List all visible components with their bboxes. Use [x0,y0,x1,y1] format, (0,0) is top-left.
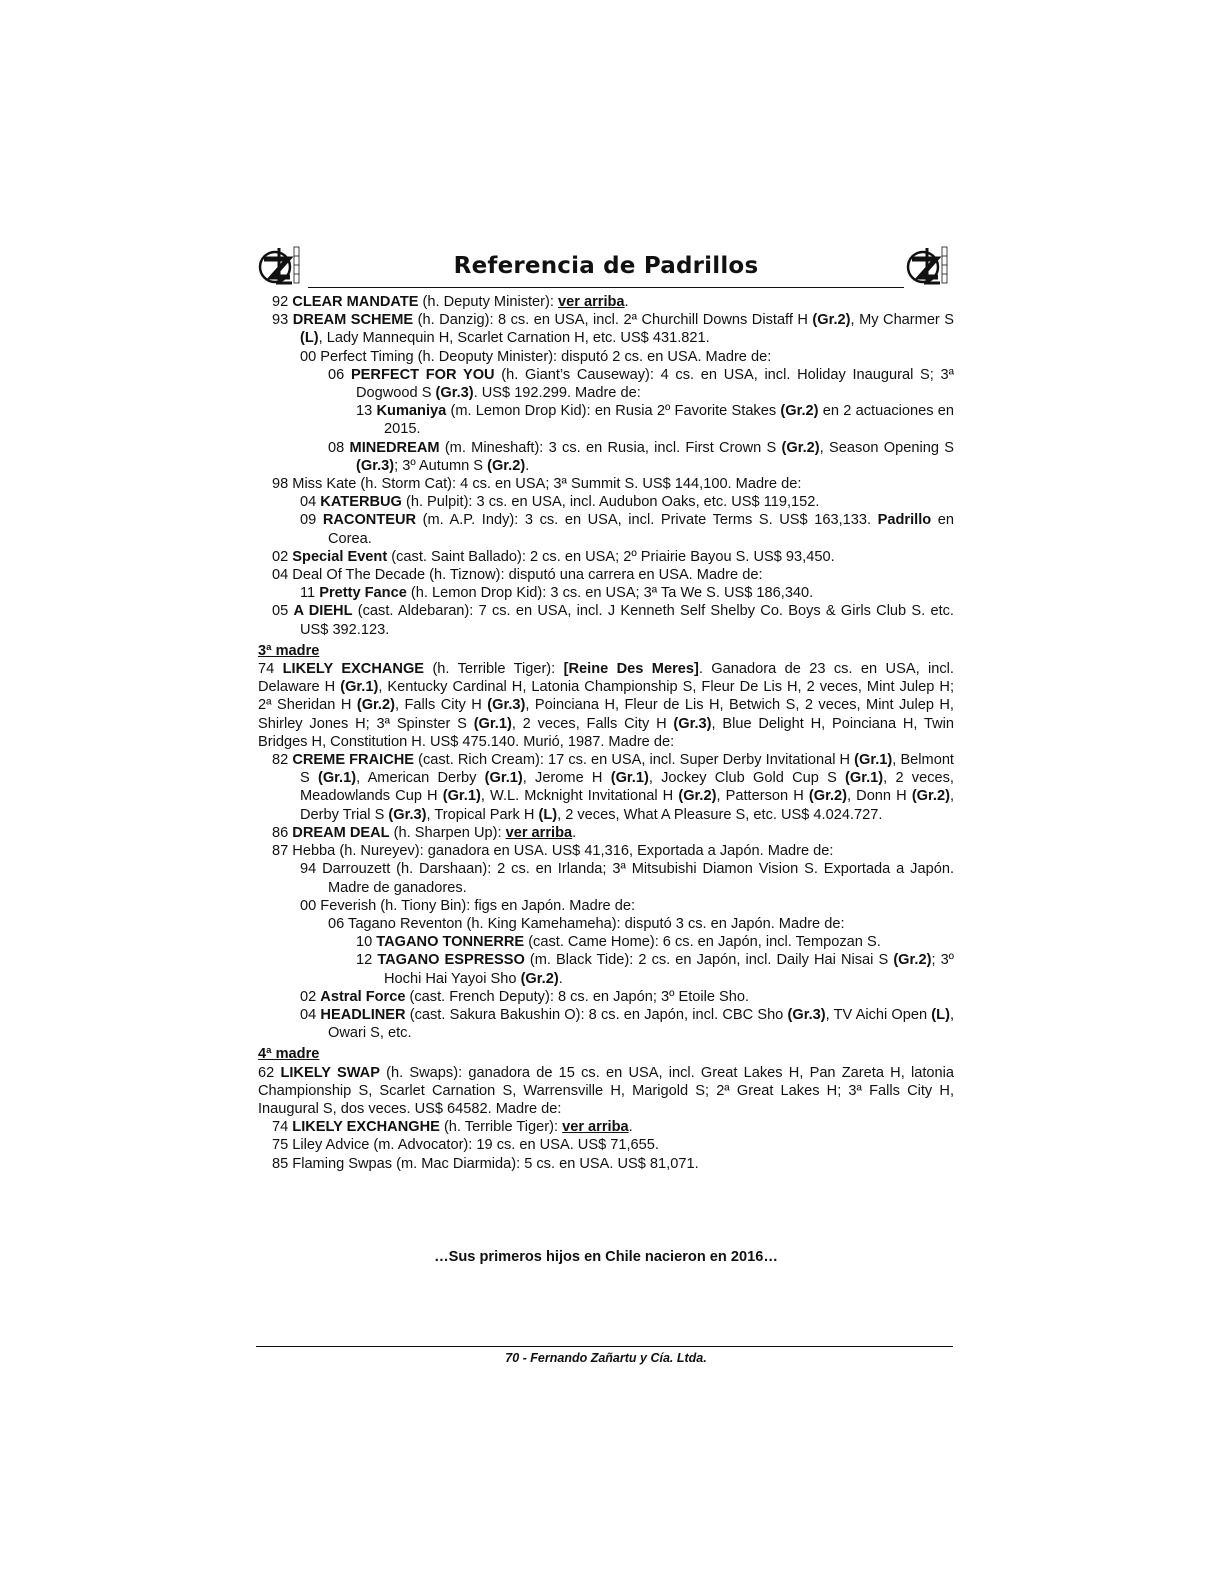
text-run: , Jockey Club Gold Cup S [648,770,846,787]
bold-text: (Gr.1) [340,679,379,696]
text-run: . [628,1119,633,1136]
text-run: . Ganadora de 23 cs. en USA, incl. Delaware H [258,661,954,696]
bold-text: (Gr.3) [487,697,526,714]
text-run: 82 [272,752,293,769]
bold-text: (Gr.2) [520,970,559,987]
text-run: , Donn H [846,788,912,805]
text-run: , Patterson H [716,788,809,805]
cross-reference: ver arriba [558,294,625,310]
produce-entry [258,566,954,584]
bold-text: [Reine Des Meres] [563,661,699,678]
text-run: (h. Deputy Minister): [418,294,558,310]
produce-entry [258,1118,954,1136]
bold-text: LIKELY EXCHANGHE [292,1119,440,1136]
text-run: 10 [356,934,377,951]
text-run: (m. A.P. Indy): 3 cs. en USA, incl. Private Terms S. US$ 163,133. [416,512,878,529]
bold-text: (Gr.2) [780,403,819,420]
produce-entry [258,1155,954,1173]
bold-text: (Gr.3) [356,457,395,474]
page-footer: 70 - Fernando Zañartu y Cía. Ltda. [505,1351,707,1365]
page-title: Referencia de Padrillos [453,253,759,279]
produce-entry [258,1136,954,1154]
produce-entry [258,860,954,896]
text-run: , Tropical Park H [426,806,539,823]
text-run: (cast. Sakura Bakushin O): 8 cs. en Japón, incl. CBC Sho [405,1006,788,1023]
bold-text: KATERBUG [320,494,402,511]
closing-note: …Sus primeros hijos en Chile nacieron en 2016… [434,1249,778,1265]
text-run: , 2 veces, Meadowlands Cup H [300,770,954,805]
text-run: (h. Giant’s Causeway): 4 cs. en USA, incl. Holiday Inaugural S; 3ª Dogwood S [356,366,954,402]
text-run: 06 Tagano Reventon (h. King Kamehameha): disputó 3 cs. en Japón. Madre de: [328,915,845,932]
produce-entry [258,933,954,951]
bold-text: Special Event [292,548,388,565]
bold-text: TAGANO TONNERRE [376,934,525,951]
produce-entry [258,348,954,366]
text-run: 4ª madre [258,1046,320,1063]
text-run: (h. Terrible Tiger): [439,1119,563,1136]
text-run: 09 [300,512,323,529]
text-run: (h. Terrible Tiger): [424,661,564,678]
text-run: 74 [258,661,283,678]
text-run: 11 [300,585,320,602]
text-run: (h. Pulpit): 3 cs. en USA, incl. Audubon Oaks, etc. US$ 119,152. [401,494,820,511]
text-run: 75 Liley Advice (m. Advocator): 19 cs. en USA. US$ 71,655. [272,1137,659,1154]
bold-text: (Gr.1) [845,770,884,787]
bold-text: (Gr.2) [781,439,820,456]
text-run: (m. Lemon Drop Kid): en Rusia 2º Favorite Stakes [446,403,781,420]
text-run: , Falls City H [394,697,488,714]
text-run: 13 [356,403,377,420]
produce-entry [258,475,954,493]
bold-text: (Gr.2) [678,788,717,805]
bold-text: CLEAR MANDATE [292,294,419,310]
text-run: . [624,294,629,310]
produce-entry [258,293,954,311]
bold-text: (Gr.1) [484,770,523,787]
produce-entry [258,548,954,566]
fz-logo-icon [906,243,954,289]
text-run: en 2 actuaciones en 2015. [384,403,955,438]
footer-rule [256,1346,953,1347]
page-header [258,243,954,291]
produce-entry [258,584,954,602]
fz-logo-icon [258,243,306,289]
bold-text: (Gr.2) [893,952,932,969]
produce-entry [258,1006,954,1042]
text-run: , Poinciana H, Fleur de Lis H, Betwich S, 2 veces, Mint Julep H, Shirley Jones H; 3ª Spinster S [258,697,954,732]
produce-entry [258,511,954,547]
text-run: , Jerome H [522,770,611,787]
bold-text: Pretty Fance [319,585,407,602]
bold-text: (L) [538,806,558,823]
produce-entry [258,439,954,475]
produce-entry [258,824,954,842]
text-run: , Owari S, etc. [328,1006,954,1042]
text-run: . [572,824,577,841]
text-run: , 2 veces, What A Pleasure S, etc. US$ 4.024.727. [557,806,883,823]
produce-entry [258,751,954,824]
produce-entry [258,842,954,860]
text-run: , Blue Delight H, Poinciana H, Twin Bridges H, Constitution H. US$ 475.140. Murió, 1987. Madre de: [258,715,954,750]
text-run: ; 3º Autumn S [394,457,488,474]
bold-text: A DIEHL [293,603,353,620]
produce-entry [258,897,954,915]
bold-text: (Gr.1) [473,715,512,732]
text-run: , Belmont S [300,752,954,787]
text-run: (h. Lemon Drop Kid): 3 cs. en USA; 3ª Ta We S. US$ 186,340. [406,585,814,602]
bold-text: DREAM SCHEME [292,312,414,329]
text-run: 02 [300,988,321,1005]
produce-entry [258,951,954,987]
text-run: 02 [272,548,293,565]
bold-text: (L) [300,330,319,347]
text-run: ; 3º Hochi Hai Yayoi Sho [384,952,955,987]
produce-entry [258,402,954,438]
bold-text: (Gr.2) [911,788,950,805]
bold-text: (Gr.3) [435,385,474,402]
text-run: 98 Miss Kate (h. Storm Cat): 4 cs. en USA; 3ª Summit S. US$ 144,100. Madre de: [272,476,802,493]
text-run: (h. Swaps): ganadora de 15 cs. en USA, incl. Great Lakes H, Pan Zareta H, latonia Championship S, Scarlet Carnation S, Warrensville H, Marigold S; 2ª Great Lakes H; 3ª Falls City H, Inaugural S, dos veces. US$ 64582. Madre de: [258,1064,954,1117]
bold-text: (Gr.3) [673,715,712,732]
bold-text: (L) [931,1006,950,1023]
text-run: (m. Black Tide): 2 cs. en Japón, incl. Daily Hai Nisai S [524,952,894,969]
text-run: 12 [356,952,378,969]
text-run: , Season Opening S [819,439,954,456]
bold-text: Padrillo [877,512,932,529]
bold-text: Kumaniya [376,403,447,420]
text-run: , My Charmer S [850,312,955,329]
text-run: , Derby Trial S [300,788,954,823]
text-run: (cast. Rich Cream): 17 cs. en USA, incl. Super Derby Invitational H [414,752,855,769]
bold-text: (Gr.2) [808,788,847,805]
text-run: , TV Aichi Open [825,1006,932,1023]
bold-text: (Gr.1) [854,752,893,769]
bold-text: (Gr.3) [787,1006,826,1023]
bold-text: (Gr.2) [812,312,851,329]
bold-text: (Gr.2) [356,697,395,714]
text-run: , W.L. Mcknight Invitational H [480,788,679,805]
produce-entry [258,915,954,933]
text-run: 06 [328,366,351,383]
text-run: , Kentucky Cardinal H, Latonia Championship S, Fleur De Lis H, 2 veces, Mint Julep H; 2ª Sheridan H [258,679,954,714]
text-run: 08 [328,439,350,456]
bold-text: PERFECT FOR YOU [350,366,495,383]
bold-text: LIKELY SWAP [280,1064,380,1081]
bold-text: DREAM DEAL [292,824,390,841]
section-heading [258,1045,954,1063]
text-run: (cast. Came Home): 6 cs. en Japón, incl. Tempozan S. [524,934,881,951]
bold-text: (Gr.3) [388,806,427,823]
text-run: 04 [300,494,321,511]
text-run: 00 Perfect Timing (h. Deoputy Minister): disputó 2 cs. en USA. Madre de: [300,348,772,365]
text-run: 04 [300,1006,321,1023]
text-run: 94 Darrouzett (h. Darshaan): 2 cs. en Irlanda; 3ª Mitsubishi Diamon Vision S. Exportada a Japón. Madre de ganadores. [300,861,954,896]
bold-text: (Gr.1) [317,770,357,787]
bold-text: (Gr.1) [442,788,481,805]
bold-text: Astral Force [320,988,406,1005]
bold-text: (Gr.2) [487,457,526,474]
text-run: . [558,970,563,987]
text-run: 62 [258,1064,281,1081]
text-run: 00 Feverish (h. Tiony Bin): figs en Japón. Madre de: [300,897,636,914]
text-run: 85 Flaming Swpas (m. Mac Diarmida): 5 cs. en USA. US$ 81,071. [272,1155,699,1172]
bold-text: LIKELY EXCHANGE [282,661,425,678]
produce-entry [258,493,954,511]
text-run: (h. Sharpen Up): [389,824,506,841]
text-run: 3ª madre [258,642,320,659]
produce-entry [258,988,954,1006]
section-heading [258,642,954,660]
text-run: (m. Mineshaft): 3 cs. en Rusia, incl. First Crown S [439,439,782,456]
text-run: (h. Danzig): 8 cs. en USA, incl. 2ª Churchill Downs Distaff H [413,312,813,329]
produce-entry [258,311,954,347]
text-run: (cast. French Deputy): 8 cs. en Japón; 3º Etoile Sho. [405,988,750,1005]
cross-reference: ver arriba [562,1119,629,1136]
bold-text: MINEDREAM [349,439,440,456]
text-run: 86 [272,824,293,841]
cross-reference: ver arriba [505,824,573,841]
text-run: 04 Deal Of The Decade (h. Tiznow): disputó una carrera en USA. Madre de: [272,567,763,584]
text-run: (cast. Aldebaran): 7 cs. en USA, incl. J Kenneth Self Shelby Co. Boys & Girls Club S. etc. US$ 392.123. [300,603,954,638]
bold-text: HEADLINER [320,1006,406,1023]
text-run: 93 [272,312,293,329]
bold-text: RACONTEUR [322,512,417,529]
bold-text: CREME FRAICHE [292,752,415,769]
bold-text: (Gr.1) [610,770,649,787]
header-rule [308,287,904,288]
text-run: , 2 veces, Falls City H [511,715,674,732]
text-run: en Corea. [328,512,954,547]
text-run: 87 Hebba (h. Nureyev): ganadora en USA. US$ 41,316, Exportada a Japón. Madre de: [272,843,834,860]
text-run: , American Derby [356,770,485,787]
pedigree-text [258,293,954,1173]
text-run: 92 [272,294,293,310]
dam-entry [258,660,954,751]
text-run: . [525,457,530,474]
dam-entry [258,1064,954,1119]
text-run: 05 [272,603,294,620]
produce-entry [258,366,954,402]
text-run: . US$ 192.299. Madre de: [473,385,641,402]
produce-entry [258,602,954,638]
text-run: , Lady Mannequin H, Scarlet Carnation H, etc. US$ 431.821. [318,330,710,347]
text-run: (cast. Saint Ballado): 2 cs. en USA; 2º Priairie Bayou S. US$ 93,450. [387,548,835,565]
bold-text: TAGANO ESPRESSO [377,952,525,969]
text-run: 74 [272,1119,293,1136]
